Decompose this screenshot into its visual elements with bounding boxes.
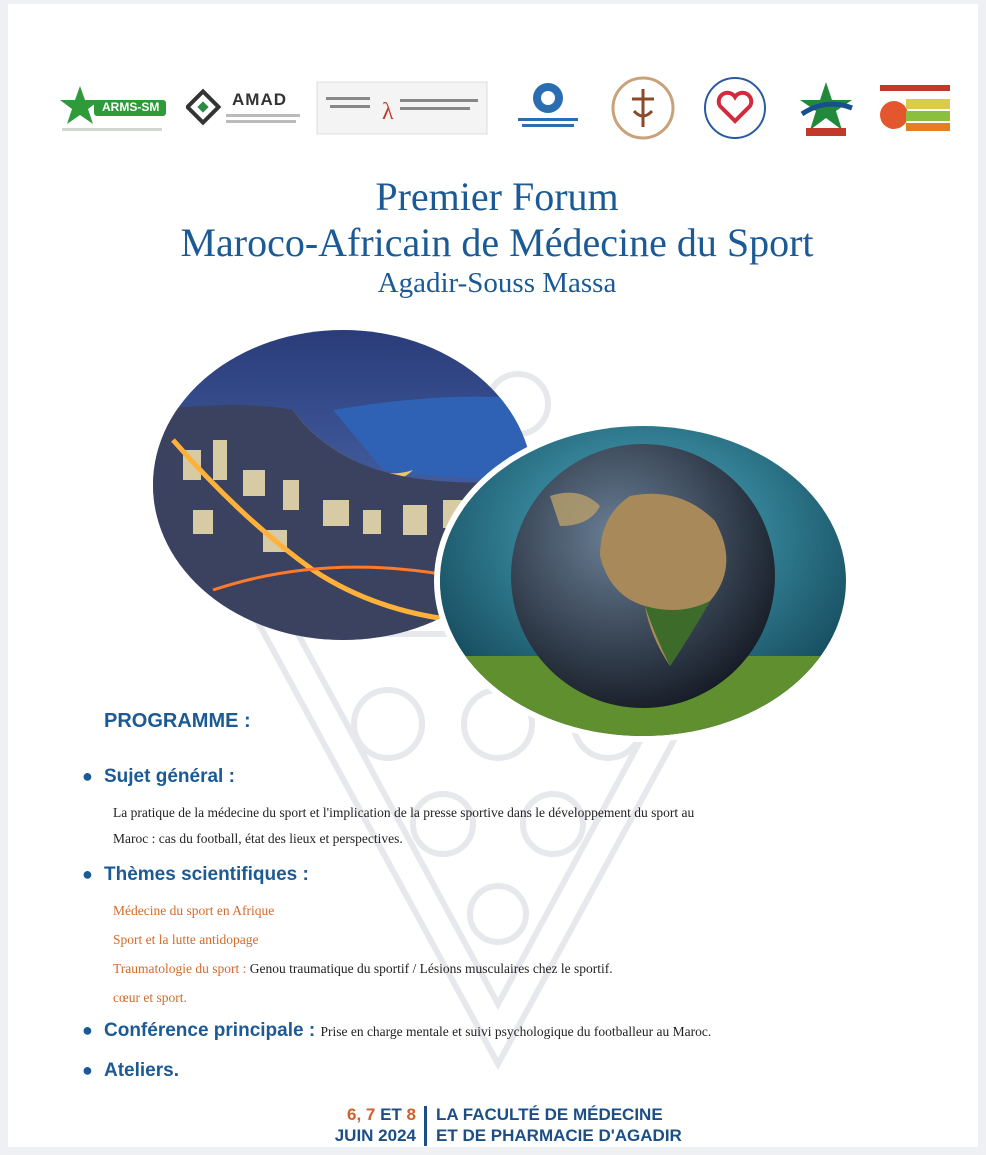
theme-item-2: Sport et la lutte antidopage xyxy=(113,932,259,947)
subtitle: Agadir-Souss Massa xyxy=(377,267,617,299)
poster xyxy=(8,4,978,1147)
sujet-heading: Sujet général : xyxy=(104,766,235,787)
section-sujet xyxy=(82,764,695,846)
bullet-icon: ● xyxy=(82,1060,93,1080)
svg-text:λ: λ xyxy=(382,99,394,125)
theme-item-1: Médecine du sport en Afrique xyxy=(113,903,275,918)
globe-photo xyxy=(440,426,846,736)
date-month-year: JUIN 2024 xyxy=(334,1126,416,1145)
conference-text: Prise en charge mentale et suivi psychologique du footballeur au Maroc. xyxy=(320,1024,712,1039)
bullet-icon: ● xyxy=(82,864,93,884)
programme-heading: PROGRAMME : xyxy=(104,710,251,732)
bullet-icon: ● xyxy=(82,766,93,786)
section-ateliers xyxy=(82,1058,179,1083)
title-block xyxy=(8,174,978,300)
title-line-2: Maroco-Africain de Médecine du Sport xyxy=(180,220,814,265)
section-themes xyxy=(82,862,613,1005)
sujet-line-1: La pratique de la médecine du sport et l'implication de la presse sportive dans le développement du sport au xyxy=(113,805,695,820)
date-days-a: 6, 7 xyxy=(346,1105,381,1124)
footer-separator xyxy=(424,1106,427,1146)
partner-logos xyxy=(48,76,948,146)
theme-item-4: cœur et sport. xyxy=(113,990,187,1005)
title-line-1: Premier Forum xyxy=(375,174,619,219)
venue-line-1: LA FACULTÉ DE MÉDECINE xyxy=(436,1105,663,1124)
event-dates xyxy=(335,1104,416,1146)
faculty-logo xyxy=(508,76,588,140)
commission-logo xyxy=(876,76,954,140)
section-conference xyxy=(82,1018,711,1044)
amad-logo xyxy=(186,76,306,140)
theme-item-3 xyxy=(113,954,873,983)
bullet-icon: ● xyxy=(82,1020,93,1040)
date-days-b: ET xyxy=(380,1105,402,1124)
theme-item-3-text: Genou traumatique du sportif / Lésions musculaires chez le sportif. xyxy=(246,961,613,976)
venue-line-2: ET DE PHARMACIE D'AGADIR xyxy=(436,1126,682,1145)
event-venue xyxy=(436,1104,682,1146)
amad-label: AMAD xyxy=(232,90,287,109)
arms-sm-label: ARMS-SM xyxy=(102,100,160,114)
sujet-line-2: Maroc : cas du football, état des lieux et perspectives. xyxy=(113,831,403,846)
date-days-c: 8 xyxy=(401,1105,416,1124)
ateliers-heading: Ateliers. xyxy=(104,1060,179,1081)
society-logo xyxy=(608,76,678,140)
foundation-logo xyxy=(316,76,488,140)
footer xyxy=(8,1102,978,1147)
federation-logo xyxy=(790,76,862,140)
arms-sm-logo xyxy=(58,76,168,140)
conference-heading: Conférence principale : xyxy=(104,1020,316,1041)
themes-heading: Thèmes scientifiques : xyxy=(104,864,309,885)
heart-logo xyxy=(700,76,770,140)
theme-item-3-label: Traumatologie du sport : xyxy=(113,961,247,976)
